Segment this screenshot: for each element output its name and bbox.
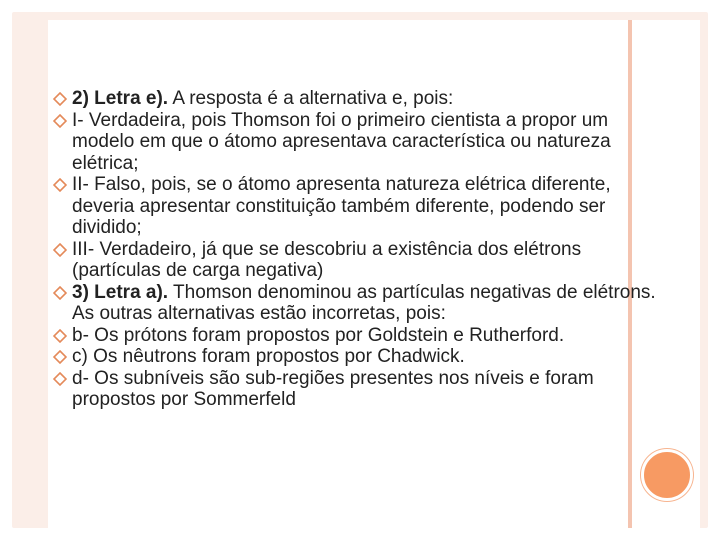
item-text: I- Verdadeira, pois Thomson foi o primeiro cientista a propor um modelo em que o átomo apresentava característica ou natureza elétrica; (72, 109, 611, 174)
item-text: Thomson denominou as partículas negativas de elétrons. As outras alternativas estão incorretas, pois: (72, 281, 656, 324)
list-item (72, 346, 672, 368)
diamond-outline-icon (53, 372, 67, 386)
diamond-outline-icon (53, 178, 67, 192)
diamond-outline-icon (53, 286, 67, 300)
list-item (72, 325, 672, 347)
list-item (72, 368, 672, 411)
diamond-outline-icon (53, 92, 67, 106)
bullet-list (72, 88, 672, 411)
item-text: III- Verdadeiro, já que se descobriu a existência dos elétrons (partículas de carga negativa) (72, 238, 582, 281)
diamond-outline-icon (53, 114, 67, 128)
list-item (72, 282, 672, 325)
item-bold: 3) Letra a). (72, 281, 169, 303)
list-item (72, 110, 672, 175)
list-item (72, 239, 672, 282)
item-bold: 2) Letra e). (72, 88, 169, 109)
list-item (72, 88, 672, 110)
item-text: b- Os prótons foram propostos por Goldstein e Rutherford. (72, 324, 565, 346)
diamond-outline-icon (53, 350, 67, 364)
diamond-outline-icon (53, 243, 67, 257)
list-item (72, 174, 672, 239)
diamond-outline-icon (53, 329, 67, 343)
item-text: II- Falso, pois, se o átomo apresenta natureza elétrica diferente, deveria apresentar constituição também diferente, podendo ser dividido; (72, 174, 611, 238)
item-text: A resposta é a alternativa e, pois: (168, 88, 454, 109)
item-text: d- Os subníveis são sub-regiões presentes nos níveis e foram propostos por Sommerfeld (72, 367, 594, 410)
decorative-circle (641, 449, 693, 501)
item-text: c) Os nêutrons foram propostos por Chadwick. (72, 346, 465, 367)
